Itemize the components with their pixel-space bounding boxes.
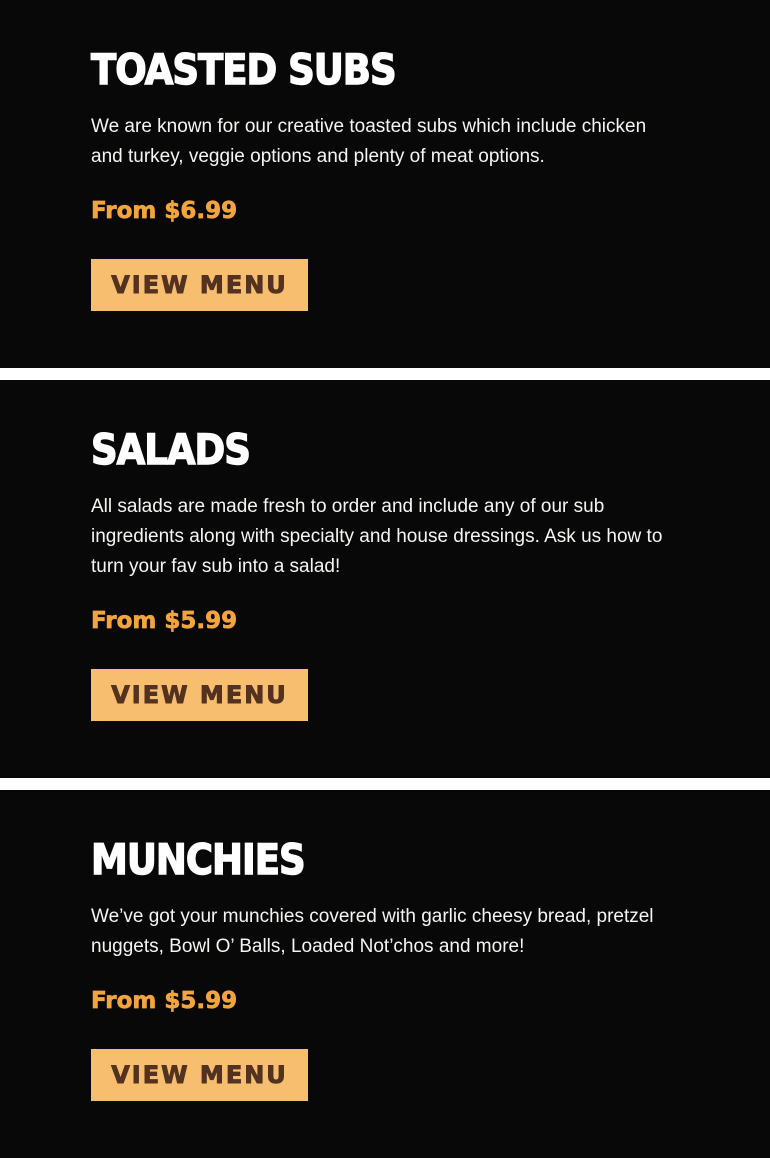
category-price: From $6.99 xyxy=(91,198,238,224)
category-title: MUNCHIES xyxy=(91,835,305,885)
view-menu-button[interactable]: VIEW MENU xyxy=(91,1049,308,1101)
category-price: From $5.99 xyxy=(91,608,238,634)
category-description: We are known for our creative toasted subs which include chicken and turkey, veggie options and plenty of meat options. xyxy=(91,116,647,167)
menu-category-card-salads xyxy=(0,380,770,778)
category-title: TOASTED SUBS xyxy=(91,45,396,95)
view-menu-button[interactable]: VIEW MENU xyxy=(91,669,308,721)
category-title: SALADS xyxy=(91,425,250,475)
menu-category-card-toasted-subs xyxy=(0,0,770,368)
category-description: We’ve got your munchies covered with garlic cheesy bread, pretzel nuggets, Bowl O’ Balls, Loaded Not’chos and more! xyxy=(91,906,654,957)
menu-category-card-munchies xyxy=(0,790,770,1158)
category-description: All salads are made fresh to order and include any of our sub ingredients along with specialty and house dressings. Ask us how to turn your fav sub into a salad! xyxy=(91,496,663,577)
view-menu-button[interactable]: VIEW MENU xyxy=(91,259,308,311)
category-price: From $5.99 xyxy=(91,988,238,1014)
